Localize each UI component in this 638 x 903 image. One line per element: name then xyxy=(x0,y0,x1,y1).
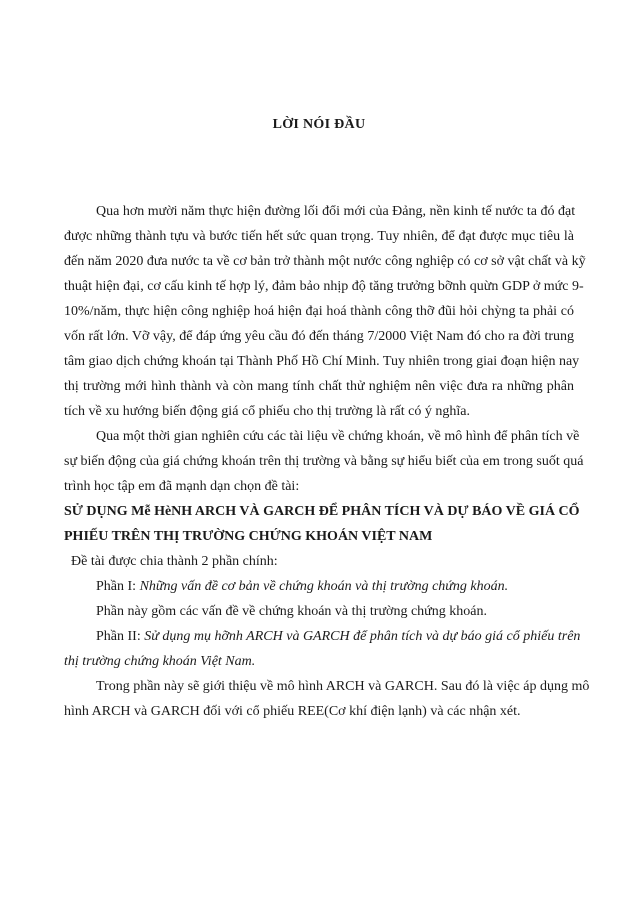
page-title: LỜI NÓI ĐẦU xyxy=(272,117,366,132)
part2-description: hình ARCH và GARCH đối với cổ phiếu REE(Cơ khí điện lạnh) và các nhận xét. xyxy=(64,704,521,719)
part1-prefix: Phần I: xyxy=(96,579,140,594)
part1-description: Phần này gồm các vấn đề về chứng khoán và thị trường chứng khoán. xyxy=(96,604,487,619)
paragraph-line: trình học tập em đã mạnh dạn chọn đề tài: xyxy=(64,479,300,494)
part2-title-continued: thị trường chứng khoán Việt Nam. xyxy=(64,654,256,669)
part2-line xyxy=(96,628,581,646)
part2-description: Trong phần này sẽ giới thiệu về mô hình ARCH và GARCH. Sau đó là việc áp dụng mô xyxy=(96,679,590,694)
part1-line xyxy=(96,578,574,596)
paragraph-line: đến năm 2020 đưa nước ta về cơ bản trở thành một nước công nghiệp có cơ sở vật chất và kỹ xyxy=(64,254,586,269)
paragraph-line: tích về xu hướng biến động giá cổ phiếu cho thị trường là rất có ý nghĩa. xyxy=(64,404,470,419)
part2-prefix: Phần II: xyxy=(96,629,145,644)
paragraph-line: Qua một thời gian nghiên cứu các tài liệu về chứng khoán, về mô hình để phân tích về xyxy=(96,429,580,444)
paragraph-line: Qua hơn mười năm thực hiện đường lối đổi mới của Đảng, nền kinh tế nước ta đó đạt xyxy=(96,204,576,219)
structure-intro: Đề tài được chia thành 2 phần chính: xyxy=(71,554,278,569)
paragraph-line: vốn rất lớn. Vỡ vậy, để đáp ứng yêu cầu đó đến tháng 7/2000 Việt Nam đó cho ra đời trung xyxy=(64,329,574,344)
paragraph-line: thị trường mới hình thành và còn mang tính chất thử nghiệm nên việc đưa ra những phân xyxy=(64,379,574,394)
paragraph-line: thuật hiện đại, cơ cấu kinh tế hợp lý, đảm bảo nhịp độ tăng trưởng bỡnh quừn GDP ở mức 9- xyxy=(64,279,584,294)
topic-title-line: PHIẾU TRÊN THỊ TRƯỜNG CHỨNG KHOÁN VIỆT NAM xyxy=(64,529,433,544)
part2-title: Sử dụng mụ hỡnh ARCH và GARCH để phân tích và dự báo giá cổ phiếu trên xyxy=(144,629,581,644)
topic-title-line: SỬ DỤNG Mễ HèNH ARCH VÀ GARCH ĐỂ PHÂN TÍCH VÀ DỰ BÁO VỀ GIÁ CỔ xyxy=(64,504,580,519)
paragraph-line: sự biến động của giá chứng khoán trên thị trường và bằng sự hiểu biết của em trong suốt quá xyxy=(64,454,584,469)
paragraph-line: tâm giao dịch chứng khoán tại Thành Phố Hồ Chí Minh. Tuy nhiên trong giai đoạn hiện nay xyxy=(64,354,580,369)
paragraph-line: 10%/năm, thực hiện công nghiệp hoá hiện đại hoá thành công thỡ đũi hỏi chỳng ta phải có xyxy=(64,304,574,319)
part1-title: Những vấn đề cơ bản về chứng khoán và thị trường chứng khoán. xyxy=(139,579,509,594)
paragraph-line: được những thành tựu và bước tiến hết sức quan trọng. Tuy nhiên, để đạt được mục tiêu là xyxy=(64,229,574,244)
